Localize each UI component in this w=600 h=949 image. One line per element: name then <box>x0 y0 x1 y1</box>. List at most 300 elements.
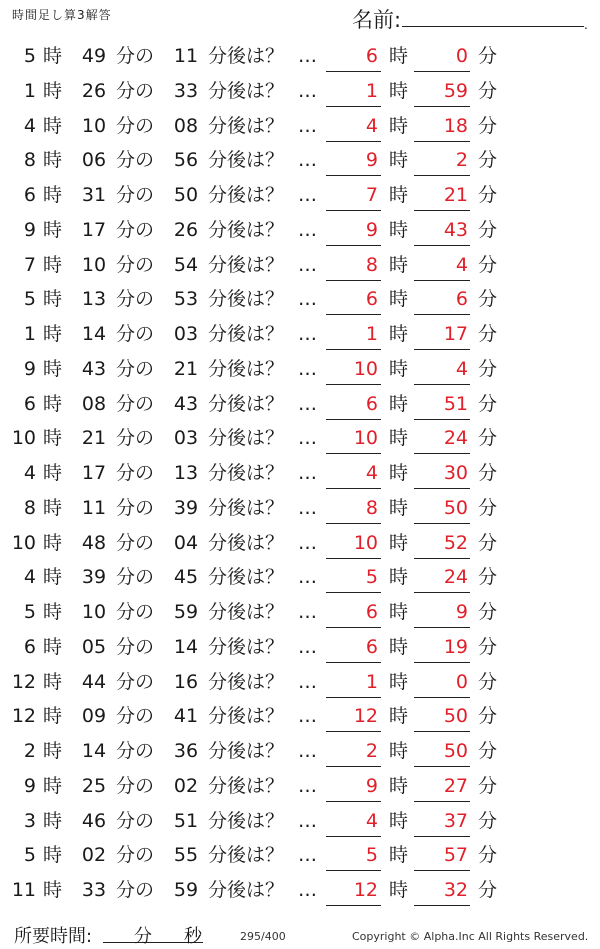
add-minutes: 14 <box>173 635 199 658</box>
later-question: 分後は？ <box>208 531 285 554</box>
minute-of-label: 分の <box>116 79 155 102</box>
ellipsis: … <box>298 670 317 693</box>
ellipsis: … <box>298 774 317 797</box>
answer-minute-unit: 分 <box>478 427 498 450</box>
minute-of-label: 分の <box>116 601 155 623</box>
second-unit: 秒 <box>184 926 202 947</box>
start-hour: 6 <box>23 392 36 415</box>
add-minutes: 59 <box>173 879 199 901</box>
hour-unit: 時 <box>43 809 63 832</box>
ellipsis: … <box>298 45 317 67</box>
start-hour: 4 <box>23 462 36 484</box>
answer-minute-unit: 分 <box>478 149 498 172</box>
answer-hour-unit: 時 <box>389 149 409 172</box>
add-minutes: 39 <box>173 496 199 519</box>
hour-unit: 時 <box>43 879 63 901</box>
minute-of-label: 分の <box>116 670 155 693</box>
later-question: 分後は？ <box>208 357 285 380</box>
ellipsis: … <box>298 566 317 589</box>
start-hour: 5 <box>23 844 36 867</box>
later-question: 分後は？ <box>208 392 285 415</box>
later-question: 分後は？ <box>208 566 285 589</box>
ellipsis: … <box>298 392 317 415</box>
answer-minute-unit: 分 <box>478 809 498 832</box>
problem-row <box>0 838 600 873</box>
answer-minute-unit: 分 <box>478 844 498 867</box>
later-question: 分後は？ <box>208 705 285 728</box>
later-question: 分後は？ <box>208 496 285 519</box>
start-hour: 10 <box>11 531 36 554</box>
answer-hour[interactable]: 1 <box>326 322 381 350</box>
hour-unit: 時 <box>43 392 63 415</box>
later-question: 分後は？ <box>208 879 285 901</box>
problem-row <box>0 39 600 74</box>
start-minute: 25 <box>81 774 107 797</box>
add-minutes: 26 <box>173 218 199 241</box>
hour-unit: 時 <box>43 184 63 206</box>
answer-hour-unit: 時 <box>389 566 409 589</box>
answer-minute[interactable]: 59 <box>414 79 470 107</box>
ellipsis: … <box>298 253 317 276</box>
answer-hour[interactable]: 7 <box>326 183 381 211</box>
minute-of-label: 分の <box>116 462 155 484</box>
hour-unit: 時 <box>43 45 63 67</box>
add-minutes: 45 <box>173 566 199 589</box>
ellipsis: … <box>298 462 317 484</box>
problem-row <box>0 873 600 908</box>
start-hour: 12 <box>11 670 36 693</box>
answer-hour[interactable]: 4 <box>326 114 381 142</box>
hour-unit: 時 <box>43 288 63 311</box>
answer-minute-unit: 分 <box>478 357 498 380</box>
later-question: 分後は？ <box>208 635 285 658</box>
answer-hour-unit: 時 <box>389 462 409 484</box>
answer-hour[interactable]: 9 <box>326 218 381 246</box>
answer-minute[interactable]: 6 <box>414 287 470 315</box>
later-question: 分後は？ <box>208 288 285 311</box>
problem-row <box>0 595 600 630</box>
answer-hour-unit: 時 <box>389 357 409 380</box>
ellipsis: … <box>298 844 317 867</box>
answer-minute[interactable]: 27 <box>414 774 470 802</box>
start-hour: 7 <box>23 253 36 276</box>
minute-of-label: 分の <box>116 809 155 832</box>
answer-hour[interactable]: 9 <box>326 774 381 802</box>
start-minute: 17 <box>81 462 107 484</box>
add-minutes: 50 <box>173 184 199 206</box>
answer-hour[interactable]: 10 <box>326 426 381 454</box>
later-question: 分後は？ <box>208 462 285 484</box>
start-minute: 14 <box>81 740 107 762</box>
start-hour: 2 <box>23 740 36 762</box>
answer-minute-unit: 分 <box>478 879 498 901</box>
ellipsis: … <box>298 357 317 380</box>
answer-minute[interactable]: 51 <box>414 392 470 420</box>
answer-hour[interactable]: 6 <box>326 392 381 420</box>
start-hour: 6 <box>23 184 36 206</box>
answer-hour-unit: 時 <box>389 601 409 623</box>
hour-unit: 時 <box>43 323 63 345</box>
answer-minute-unit: 分 <box>478 79 498 102</box>
later-question: 分後は？ <box>208 149 285 172</box>
hour-unit: 時 <box>43 218 63 241</box>
answer-hour[interactable]: 5 <box>326 843 381 871</box>
hour-unit: 時 <box>43 566 63 589</box>
start-hour: 1 <box>23 323 36 345</box>
start-minute: 14 <box>81 323 107 345</box>
answer-minute-unit: 分 <box>478 184 498 206</box>
ellipsis: … <box>298 705 317 728</box>
start-hour: 5 <box>23 288 36 311</box>
answer-minute[interactable]: 18 <box>414 114 470 142</box>
add-minutes: 13 <box>173 462 199 484</box>
later-question: 分後は？ <box>208 844 285 867</box>
minute-of-label: 分の <box>116 566 155 589</box>
later-question: 分後は？ <box>208 253 285 276</box>
answer-minute-unit: 分 <box>478 288 498 311</box>
answer-hour[interactable]: 2 <box>326 739 381 767</box>
problem-row <box>0 665 600 700</box>
start-hour: 9 <box>23 218 36 241</box>
answer-minute-unit: 分 <box>478 114 498 137</box>
later-question: 分後は？ <box>208 601 285 623</box>
hour-unit: 時 <box>43 774 63 797</box>
ellipsis: … <box>298 184 317 206</box>
ellipsis: … <box>298 288 317 311</box>
answer-minute-unit: 分 <box>478 566 498 589</box>
minute-of-label: 分の <box>116 218 155 241</box>
add-minutes: 51 <box>173 809 199 832</box>
minute-of-label: 分の <box>116 253 155 276</box>
start-hour: 5 <box>23 45 36 67</box>
minute-of-label: 分の <box>116 774 155 797</box>
start-minute: 10 <box>81 253 107 276</box>
start-hour: 9 <box>23 357 36 380</box>
answer-minute-unit: 分 <box>478 323 498 345</box>
name-label: 名前: <box>352 8 402 32</box>
copyright: Copyright © Alpha.Inc All Rights Reserved. <box>352 930 589 943</box>
add-minutes: 59 <box>173 601 199 623</box>
answer-hour-unit: 時 <box>389 496 409 519</box>
answer-hour[interactable]: 10 <box>326 531 381 559</box>
start-minute: 39 <box>81 566 107 589</box>
answer-hour[interactable]: 9 <box>326 148 381 176</box>
add-minutes: 41 <box>173 705 199 728</box>
later-question: 分後は？ <box>208 774 285 797</box>
later-question: 分後は？ <box>208 809 285 832</box>
later-question: 分後は？ <box>208 323 285 345</box>
answer-minute[interactable]: 4 <box>414 357 470 385</box>
problem-row <box>0 317 600 352</box>
answer-hour-unit: 時 <box>389 79 409 102</box>
answer-minute[interactable]: 50 <box>414 704 470 732</box>
later-question: 分後は？ <box>208 114 285 137</box>
ellipsis: … <box>298 427 317 450</box>
start-minute: 31 <box>81 184 107 206</box>
add-minutes: 03 <box>173 323 199 345</box>
answer-hour[interactable]: 1 <box>326 670 381 698</box>
answer-minute-unit: 分 <box>478 392 498 415</box>
add-minutes: 04 <box>173 531 199 554</box>
minute-of-label: 分の <box>116 184 155 206</box>
ellipsis: … <box>298 79 317 102</box>
start-hour: 4 <box>23 114 36 137</box>
problem-row <box>0 248 600 283</box>
problem-row <box>0 352 600 387</box>
later-question: 分後は？ <box>208 218 285 241</box>
answer-minute[interactable]: 50 <box>414 739 470 767</box>
later-question: 分後は？ <box>208 79 285 102</box>
answer-minute-unit: 分 <box>478 496 498 519</box>
start-hour: 5 <box>23 601 36 623</box>
answer-hour-unit: 時 <box>389 809 409 832</box>
problem-row <box>0 282 600 317</box>
answer-hour[interactable]: 12 <box>326 704 381 732</box>
answer-minute[interactable]: 4 <box>414 253 470 281</box>
answer-minute[interactable]: 37 <box>414 809 470 837</box>
answer-minute-unit: 分 <box>478 774 498 797</box>
start-hour: 6 <box>23 635 36 658</box>
minute-of-label: 分の <box>116 427 155 450</box>
add-minutes: 54 <box>173 253 199 276</box>
footer <box>0 918 600 948</box>
hour-unit: 時 <box>43 670 63 693</box>
answer-minute-unit: 分 <box>478 740 498 762</box>
ellipsis: … <box>298 601 317 623</box>
problem-row <box>0 769 600 804</box>
add-minutes: 21 <box>173 357 199 380</box>
ellipsis: … <box>298 149 317 172</box>
minute-of-label: 分の <box>116 879 155 901</box>
answer-minute-unit: 分 <box>478 670 498 693</box>
name-input-line[interactable] <box>402 26 584 27</box>
ellipsis: … <box>298 740 317 762</box>
hour-unit: 時 <box>43 740 63 762</box>
answer-minute-unit: 分 <box>478 218 498 241</box>
later-question: 分後は？ <box>208 670 285 693</box>
answer-minute[interactable]: 9 <box>414 600 470 628</box>
answer-hour-unit: 時 <box>389 288 409 311</box>
answer-minute[interactable]: 52 <box>414 531 470 559</box>
answer-hour-unit: 時 <box>389 879 409 901</box>
start-minute: 08 <box>81 392 107 415</box>
answer-hour[interactable]: 8 <box>326 253 381 281</box>
start-hour: 1 <box>23 79 36 102</box>
answer-hour[interactable]: 6 <box>326 44 381 72</box>
minute-of-label: 分の <box>116 844 155 867</box>
answer-hour[interactable]: 5 <box>326 565 381 593</box>
hour-unit: 時 <box>43 635 63 658</box>
hour-unit: 時 <box>43 114 63 137</box>
hour-unit: 時 <box>43 705 63 728</box>
problem-row <box>0 178 600 213</box>
answer-minute[interactable]: 30 <box>414 461 470 489</box>
answer-hour-unit: 時 <box>389 427 409 450</box>
add-minutes: 03 <box>173 427 199 450</box>
ellipsis: … <box>298 496 317 519</box>
start-hour: 12 <box>11 705 36 728</box>
problem-row <box>0 734 600 769</box>
problem-row <box>0 526 600 561</box>
start-minute: 44 <box>81 670 107 693</box>
answer-hour-unit: 時 <box>389 531 409 554</box>
add-minutes: 08 <box>173 114 199 137</box>
answer-minute[interactable]: 19 <box>414 635 470 663</box>
problem-row <box>0 74 600 109</box>
answer-minute[interactable]: 24 <box>414 565 470 593</box>
answer-hour-unit: 時 <box>389 740 409 762</box>
answer-hour[interactable]: 6 <box>326 600 381 628</box>
ellipsis: … <box>298 809 317 832</box>
answer-minute-unit: 分 <box>478 601 498 623</box>
minute-of-label: 分の <box>116 705 155 728</box>
answer-hour-unit: 時 <box>389 184 409 206</box>
add-minutes: 02 <box>173 774 199 797</box>
problem-row <box>0 213 600 248</box>
later-question: 分後は？ <box>208 427 285 450</box>
answer-hour[interactable]: 4 <box>326 809 381 837</box>
answer-minute[interactable]: 50 <box>414 496 470 524</box>
start-minute: 06 <box>81 149 107 172</box>
problem-row <box>0 699 600 734</box>
add-minutes: 56 <box>173 149 199 172</box>
minute-of-label: 分の <box>116 357 155 380</box>
start-hour: 8 <box>23 496 36 519</box>
hour-unit: 時 <box>43 357 63 380</box>
minute-of-label: 分の <box>116 531 155 554</box>
answer-minute[interactable]: 0 <box>414 670 470 698</box>
answer-hour[interactable]: 1 <box>326 79 381 107</box>
problem-row <box>0 804 600 839</box>
start-hour: 3 <box>23 809 36 832</box>
problem-list <box>0 39 600 908</box>
start-minute: 05 <box>81 635 107 658</box>
minute-of-label: 分の <box>116 149 155 172</box>
start-hour: 8 <box>23 149 36 172</box>
start-minute: 33 <box>81 879 107 901</box>
minute-of-label: 分の <box>116 45 155 67</box>
answer-hour[interactable]: 6 <box>326 635 381 663</box>
problem-row <box>0 630 600 665</box>
hour-unit: 時 <box>43 149 63 172</box>
start-minute: 43 <box>81 357 107 380</box>
start-minute: 10 <box>81 114 107 137</box>
answer-minute[interactable]: 57 <box>414 843 470 871</box>
answer-hour-unit: 時 <box>389 45 409 67</box>
start-minute: 26 <box>81 79 107 102</box>
add-minutes: 36 <box>173 740 199 762</box>
answer-minute-unit: 分 <box>478 462 498 484</box>
answer-hour-unit: 時 <box>389 670 409 693</box>
start-minute: 48 <box>81 531 107 554</box>
answer-minute[interactable]: 0 <box>414 44 470 72</box>
minute-of-label: 分の <box>116 635 155 658</box>
answer-minute[interactable]: 2 <box>414 148 470 176</box>
ellipsis: … <box>298 635 317 658</box>
start-hour: 4 <box>23 566 36 589</box>
start-minute: 02 <box>81 844 107 867</box>
add-minutes: 53 <box>173 288 199 311</box>
start-hour: 9 <box>23 774 36 797</box>
hour-unit: 時 <box>43 253 63 276</box>
problem-row <box>0 560 600 595</box>
add-minutes: 43 <box>173 392 199 415</box>
minute-of-label: 分の <box>116 114 155 137</box>
answer-minute[interactable]: 32 <box>414 878 470 906</box>
answer-hour-unit: 時 <box>389 774 409 797</box>
add-minutes: 16 <box>173 670 199 693</box>
problem-row <box>0 109 600 144</box>
add-minutes: 11 <box>173 45 199 67</box>
problem-row <box>0 387 600 422</box>
later-question: 分後は？ <box>208 184 285 206</box>
minute-of-label: 分の <box>116 740 155 762</box>
start-hour: 10 <box>11 427 36 450</box>
start-minute: 13 <box>81 288 107 311</box>
answer-hour-unit: 時 <box>389 392 409 415</box>
answer-hour[interactable]: 12 <box>326 878 381 906</box>
worksheet-title: 時間足し算3解答 <box>12 8 112 22</box>
ellipsis: … <box>298 531 317 554</box>
name-end-mark: . <box>584 18 588 32</box>
later-question: 分後は？ <box>208 45 285 67</box>
start-minute: 11 <box>81 496 107 519</box>
answer-hour[interactable]: 4 <box>326 461 381 489</box>
ellipsis: … <box>298 323 317 345</box>
hour-unit: 時 <box>43 531 63 554</box>
answer-hour[interactable]: 8 <box>326 496 381 524</box>
answer-minute[interactable]: 17 <box>414 322 470 350</box>
answer-minute[interactable]: 24 <box>414 426 470 454</box>
minute-of-label: 分の <box>116 323 155 345</box>
start-hour: 11 <box>11 879 36 901</box>
answer-minute[interactable]: 21 <box>414 183 470 211</box>
problem-row <box>0 456 600 491</box>
answer-hour[interactable]: 6 <box>326 287 381 315</box>
answer-minute-unit: 分 <box>478 45 498 67</box>
answer-hour-unit: 時 <box>389 705 409 728</box>
answer-hour-unit: 時 <box>389 635 409 658</box>
hour-unit: 時 <box>43 427 63 450</box>
hour-unit: 時 <box>43 79 63 102</box>
answer-hour[interactable]: 10 <box>326 357 381 385</box>
answer-hour-unit: 時 <box>389 114 409 137</box>
problem-row <box>0 143 600 178</box>
time-required-label: 所要時間: <box>14 926 93 947</box>
start-minute: 09 <box>81 705 107 728</box>
later-question: 分後は？ <box>208 740 285 762</box>
add-minutes: 33 <box>173 79 199 102</box>
ellipsis: … <box>298 879 317 901</box>
minute-of-label: 分の <box>116 288 155 311</box>
minute-of-label: 分の <box>116 392 155 415</box>
answer-hour-unit: 時 <box>389 218 409 241</box>
hour-unit: 時 <box>43 844 63 867</box>
problem-row <box>0 491 600 526</box>
answer-minute-unit: 分 <box>478 635 498 658</box>
add-minutes: 55 <box>173 844 199 867</box>
hour-unit: 時 <box>43 462 63 484</box>
hour-unit: 時 <box>43 601 63 623</box>
answer-hour-unit: 時 <box>389 323 409 345</box>
answer-minute-unit: 分 <box>478 705 498 728</box>
minute-of-label: 分の <box>116 496 155 519</box>
ellipsis: … <box>298 218 317 241</box>
answer-hour-unit: 時 <box>389 844 409 867</box>
problem-row <box>0 421 600 456</box>
start-minute: 10 <box>81 601 107 623</box>
answer-minute[interactable]: 43 <box>414 218 470 246</box>
